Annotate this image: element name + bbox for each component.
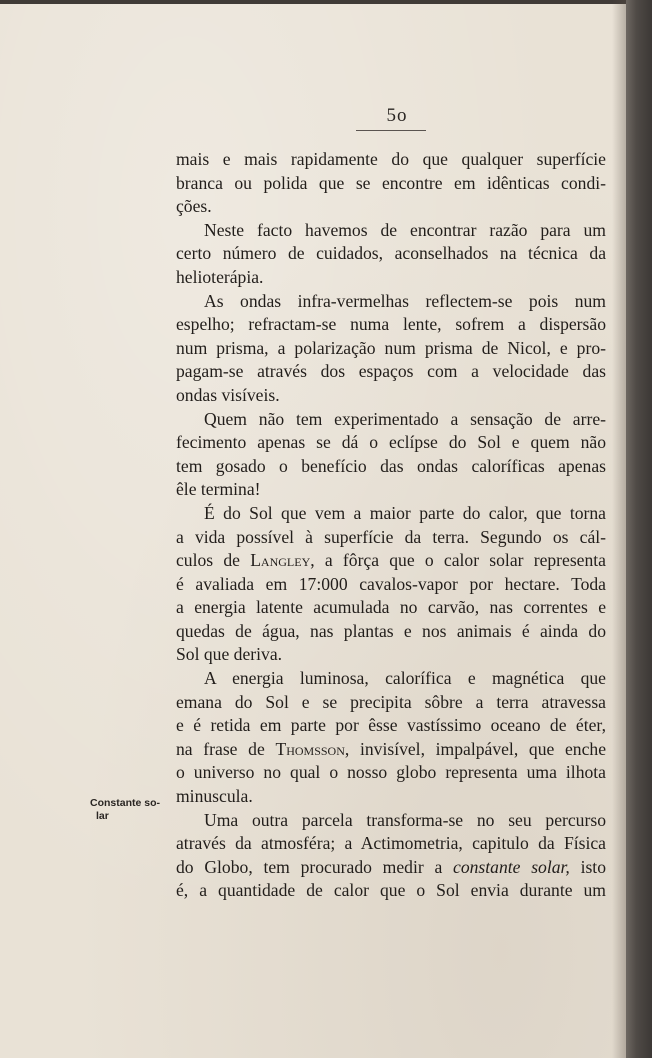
page-number-rule bbox=[356, 130, 426, 131]
top-edge-border bbox=[0, 0, 626, 4]
text-fragment: isto bbox=[569, 856, 606, 877]
book-spine-shadow bbox=[626, 0, 652, 1058]
text-line: Uma outra parcela transforma-se no seu percurso bbox=[204, 809, 606, 830]
text-line: emana do Sol e se precipita sôbre a terra atravessa bbox=[176, 691, 606, 712]
text-line: As ondas infra-vermelhas reflectem-se pois num bbox=[204, 290, 606, 311]
text-line: É do Sol que vem a maior parte do calor, que torna bbox=[204, 502, 606, 523]
text-line: minuscula. bbox=[176, 786, 253, 807]
body-text bbox=[176, 148, 606, 903]
marginal-note-line-1: Constante so- bbox=[90, 797, 161, 809]
text-line: ções. bbox=[176, 196, 212, 217]
text-fragment: culos de bbox=[176, 550, 251, 571]
text-line: A energia luminosa, calorífica e magnética que bbox=[204, 668, 606, 689]
text-fragment: , a fôrça que o calor solar representa bbox=[310, 550, 606, 571]
text-line: pagam-se através dos espaços com a velocidade das bbox=[176, 361, 606, 382]
text-line: branca ou polida que se encontre em idênticas condi- bbox=[176, 172, 606, 193]
author-name-langley: Langley bbox=[250, 550, 311, 571]
page-number: 5o bbox=[386, 105, 408, 126]
text-line: através da atmosféra; a Actimometria, capitulo da Física bbox=[176, 833, 606, 854]
text-line: a vida possível à superfície da terra. Segundo os cál- bbox=[176, 526, 606, 547]
text-fragment: na frase de bbox=[176, 738, 276, 759]
text-fragment: do Globo, tem procurado medir a bbox=[176, 856, 454, 877]
marginal-note-line-2: lar bbox=[96, 810, 109, 822]
text-line: tem gosado o benefício das ondas caloríficas apenas bbox=[176, 455, 606, 476]
text-line: num prisma, a polarização num prisma de Nicol, e pro- bbox=[176, 337, 606, 358]
text-line: o universo no qual o nosso globo representa uma ilhota bbox=[176, 762, 606, 783]
text-line bbox=[176, 549, 606, 573]
text-line: Quem não tem experimentado a sensação de arre- bbox=[204, 408, 606, 429]
text-line: helioterápia. bbox=[176, 266, 264, 287]
text-line: êle termina! bbox=[176, 479, 261, 500]
text-line: é avaliada em 17:000 cavalos-vapor por hectare. Toda bbox=[176, 573, 606, 594]
marginal-note bbox=[90, 797, 170, 823]
italic-term: constante solar, bbox=[453, 856, 570, 877]
text-line: a energia latente acumulada no carvão, nas correntes e bbox=[176, 597, 606, 618]
text-line: ondas visíveis. bbox=[176, 384, 280, 405]
text-line bbox=[176, 738, 606, 762]
text-line: e é retida em parte por êsse vastíssimo oceano de éter, bbox=[176, 715, 606, 736]
text-line: Sol que deriva. bbox=[176, 644, 283, 665]
text-line: espelho; refractam-se numa lente, sofrem a dispersão bbox=[176, 314, 606, 335]
text-line: Neste facto havemos de encontrar razão para um bbox=[204, 219, 606, 240]
text-line: quedas de água, nas plantas e nos animais é ainda do bbox=[176, 620, 606, 641]
page-edge-shadow bbox=[612, 0, 626, 1058]
text-line: fecimento apenas se dá o eclípse do Sol e quem não bbox=[176, 432, 606, 453]
text-line: mais e mais rapidamente do que qualquer superfície bbox=[176, 149, 606, 169]
author-name-thomsson: Thomsson bbox=[275, 738, 345, 759]
text-line bbox=[176, 856, 606, 880]
text-line: é, a quantidade de calor que o Sol envia durante um bbox=[176, 880, 606, 901]
text-line: certo número de cuidados, aconselhados na técnica da bbox=[176, 243, 606, 264]
text-fragment: , invisível, impalpável, que enche bbox=[344, 738, 607, 759]
